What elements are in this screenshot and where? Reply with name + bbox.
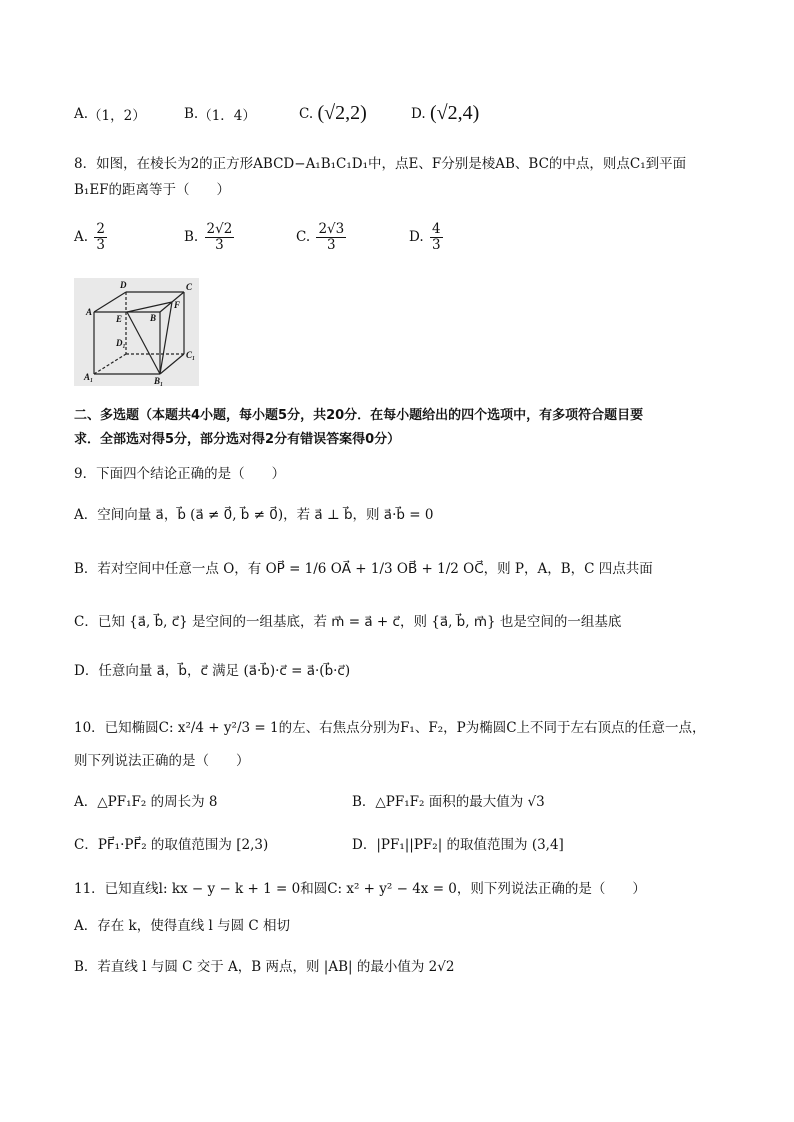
q7-option-a	[74, 104, 184, 124]
q8-option-c	[296, 222, 409, 253]
q8-option-c-num: 2√3	[318, 221, 345, 237]
label-d1: D₁	[116, 338, 126, 348]
label-c: C	[186, 282, 193, 292]
q9-option-c: C．已知 {a⃗, b⃗, c⃗} 是空间的一组基底，若 m⃗ = a⃗ + c⃗，则 {a⃗, b⃗, m⃗} 也是空间的一组基底	[74, 614, 622, 630]
segment-fb1	[160, 302, 172, 374]
q11-option-a: A．存在 k，使得直线 l 与圆 C 相切	[74, 918, 291, 934]
q8-option-d-fraction	[430, 222, 443, 253]
edge-ad	[94, 292, 126, 312]
label-b: B	[150, 313, 157, 323]
q7-option-d-value: (√2,4)	[429, 102, 480, 124]
q7-option-d	[411, 102, 479, 125]
q10-stem-line2: 则下列说法正确的是（ ）	[74, 753, 250, 769]
q11-stem: 11．已知直线l: kx − y − k + 1 = 0和圆C: x² + y² − 4x = 0，则下列说法正确的是（ ）	[74, 881, 646, 897]
q7-option-c-label: C.	[299, 105, 314, 122]
cube-figure	[74, 278, 199, 386]
q7-option-b-label: B.	[184, 105, 199, 122]
label-b1: B₁	[154, 376, 164, 386]
q8-option-c-label: C.	[296, 229, 311, 246]
q9-option-a: A．空间向量 a⃗，b⃗ (a⃗ ≠ 0⃗, b⃗ ≠ 0⃗)，若 a⃗ ⊥ b⃗，则 a⃗·b⃗ = 0	[74, 507, 434, 523]
q10-option-d: D．|PF₁||PF₂| 的取值范围为 (3,4]	[352, 837, 564, 853]
edge-a1d1-hidden	[94, 354, 126, 374]
label-a1: A₁	[84, 372, 94, 382]
q8-option-a-den: 3	[96, 236, 105, 253]
q7-option-d-label: D.	[411, 105, 426, 122]
q8-stem-line1: 8．如图，在棱长为2的正方形ABCD−A₁B₁C₁D₁中，点E、F分别是棱AB、BC的中点，则点C₁到平面	[74, 156, 687, 172]
q8-option-d	[409, 222, 445, 253]
q7-option-c	[299, 102, 411, 125]
q8-option-b-num: 2√2	[206, 221, 233, 237]
label-f: F	[174, 300, 181, 310]
label-d: D	[120, 280, 127, 290]
q8-option-c-den: 3	[327, 236, 336, 253]
q9-stem: 9．下面四个结论正确的是（ ）	[74, 466, 286, 482]
cube-diagram	[74, 278, 199, 386]
q11-option-b: B．若直线 l 与圆 C 交于 A，B 两点，则 |AB| 的最小值为 2√2	[74, 959, 455, 975]
label-e: E	[116, 314, 123, 324]
q7-option-a-label: A.	[74, 105, 89, 122]
q7-option-c-value: (√2,2)	[317, 102, 367, 124]
q8-option-c-fraction	[316, 222, 346, 253]
q8-stem-line2: B₁EF的距离等于（ ）	[74, 182, 231, 198]
section2-heading-line2: 求．全部选对得5分，部分选对得2分有错误答案得0分）	[74, 432, 401, 447]
q8-option-a-label: A.	[74, 229, 89, 246]
q8-option-d-num: 4	[431, 221, 441, 237]
label-a: A	[86, 307, 93, 317]
section2-heading-line1: 二、多选题（本题共4小题，每小题5分，共20分．在每小题给出的四个选项中，有多项符合题目要	[74, 408, 644, 423]
q7-option-a-value: （1，2）	[88, 107, 146, 124]
q8-option-b	[184, 222, 296, 253]
q9-option-b: B．若对空间中任意一点 O，有 OP⃗ = 1/6 OA⃗ + 1/3 OB⃗ + 1/2 OC⃗，则 P，A，B，C 四点共面	[74, 561, 653, 577]
q8-option-b-label: B.	[184, 229, 199, 246]
q8-option-a-num: 2	[96, 221, 105, 237]
q8-option-a-fraction	[94, 222, 107, 253]
q8-option-d-label: D.	[409, 229, 424, 246]
q8-option-d-den: 3	[431, 236, 441, 253]
q7-option-b	[184, 104, 299, 124]
q8-option-b-fraction	[205, 222, 235, 253]
q8-options	[74, 222, 445, 253]
q10-option-a: A．△PF₁F₂ 的周长为 8	[74, 794, 218, 810]
q10-option-b: B．△PF₁F₂ 面积的最大值为 √3	[352, 794, 545, 810]
q7-option-b-value: （1．4）	[198, 107, 256, 124]
label-c1: C₁	[186, 350, 196, 360]
q9-option-d: D．任意向量 a⃗，b⃗，c⃗ 满足 (a⃗·b⃗)·c⃗ = a⃗·(b⃗·c⃗)	[74, 663, 351, 679]
q10-stem-line1: 10．已知椭圆C: x²/4 + y²/3 = 1的左、右焦点分别为F₁、F₂，P为椭圆C上不同于左右顶点的任意一点，	[74, 720, 706, 736]
q8-option-a	[74, 222, 184, 253]
q10-option-c: C．PF⃗₁·PF⃗₂ 的取值范围为 [2,3)	[74, 837, 269, 853]
edge-b1c1	[160, 354, 184, 374]
q7-options	[74, 102, 479, 125]
q8-option-b-den: 3	[215, 236, 224, 253]
